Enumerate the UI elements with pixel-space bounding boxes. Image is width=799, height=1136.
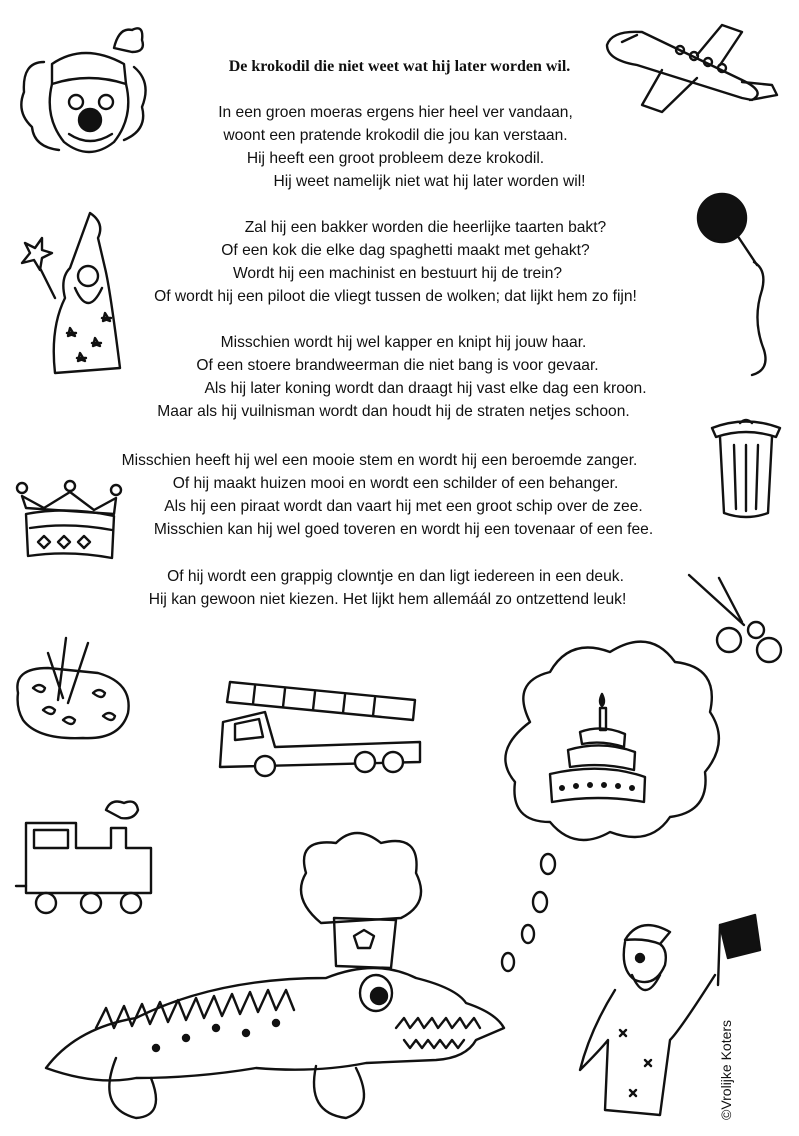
cake-icon <box>540 692 650 817</box>
copyright-credit: ©Vrolijke Koters <box>718 1019 734 1120</box>
clown-icon <box>14 22 154 172</box>
poem-line: Zal hij een bakker worden die heerlijke taarten bakt? <box>244 219 607 236</box>
poem-line: Of hij wordt een grappig clowntje en dan ligt iedereen in een deuk. <box>167 568 624 585</box>
poem-line: Maar als hij vuilnisman wordt dan houdt hij de straten netjes schoon. <box>157 403 630 420</box>
airplane-icon <box>602 20 782 130</box>
poem-line: Als hij een piraat wordt dan vaart hij met een groot schip over de zee. <box>164 498 643 515</box>
crown-icon <box>14 478 126 568</box>
wizard-icon <box>10 208 135 378</box>
fire-truck-icon <box>215 662 430 780</box>
poem-line: Hij heeft een groot probleem deze krokodil. <box>246 150 545 167</box>
poem-line: Of een kok die elke dag spaghetti maakt met gehakt? <box>221 242 590 259</box>
poem-line: Hij weet namelijk niet wat hij later worden wil! <box>273 173 586 190</box>
poem-line: In een groen moeras ergens hier heel ver vandaan, <box>218 104 573 121</box>
pirate-icon <box>560 910 770 1125</box>
crocodile-chef-icon <box>36 828 516 1128</box>
poem-line: woont een pratende krokodil die jou kan verstaan. <box>223 127 568 144</box>
paint-palette-icon <box>8 628 138 748</box>
poem-line: Wordt hij een machinist en bestuurt hij de trein? <box>232 265 563 282</box>
poem-line: Als hij later koning wordt dan draagt hij vast elke dag een kroon. <box>204 380 647 397</box>
poem-title: De krokodil die niet weet wat hij later worden wil. <box>228 58 571 75</box>
poem-line: Misschien kan hij wel goed toveren en wordt hij een tovenaar of een fee. <box>153 521 654 538</box>
poem-line: Misschien wordt hij wel kapper en knipt hij jouw haar. <box>220 334 587 351</box>
poem-line: Of hij maakt huizen mooi en wordt een schilder of een behanger. <box>172 475 619 492</box>
microphone-icon <box>692 190 782 380</box>
trash-can-icon <box>706 413 786 523</box>
poem-line: Of een stoere brandweerman die niet bang is voor gevaar. <box>196 357 599 374</box>
poem-line: Misschien heeft hij wel een mooie stem en wordt hij een beroemde zanger. <box>121 452 638 469</box>
poem-line: Of wordt hij een piloot die vliegt tussen de wolken; dat lijkt hem zo fijn! <box>154 288 637 305</box>
poem-line: Hij kan gewoon niet kiezen. Het lijkt hem allemáál zo ontzettend leuk! <box>148 591 627 608</box>
